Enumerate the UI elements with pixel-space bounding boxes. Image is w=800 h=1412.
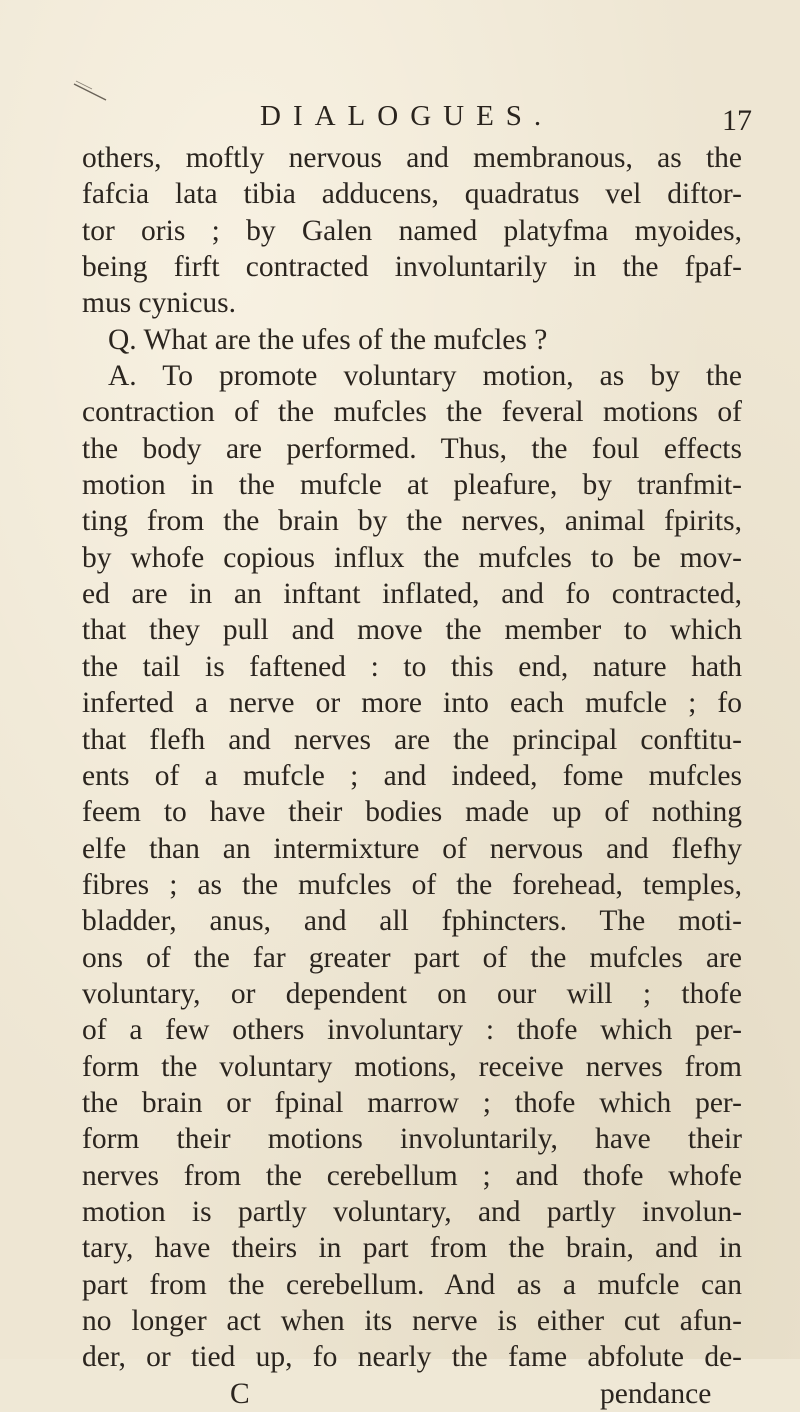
text-line: part from the cerebellum. And as a mufcle can	[82, 1268, 742, 1301]
text-line: inferted a nerve or more into each mufcle ; fo	[82, 687, 742, 720]
catchword: pendance	[600, 1377, 712, 1410]
text-line: the brain or fpinal marrow ; thofe which per-	[82, 1086, 742, 1119]
text-line: motion is partly voluntary, and partly involun-	[82, 1195, 742, 1228]
text-line: feem to have their bodies made up of nothing	[82, 796, 742, 829]
text-line: the tail is faftened : to this end, nature hath	[82, 650, 742, 683]
running-head	[0, 100, 800, 140]
text-line: mus cynicus.	[82, 287, 237, 320]
text-line: elfe than an intermixture of nervous and flefhy	[82, 832, 742, 865]
text-line: form their motions involuntarily, have their	[82, 1123, 742, 1156]
text-line: no longer act when its nerve is either cut afun-	[82, 1305, 742, 1337]
text-line: that they pull and move the member to which	[82, 614, 742, 647]
text-line: that flefh and nerves are the principal conftitu-	[82, 723, 742, 756]
body-text	[82, 140, 742, 1412]
text-line: nerves from the cerebellum ; and thofe whofe	[82, 1159, 742, 1192]
text-line: by whofe copious influx the mufcles to be mov-	[82, 541, 742, 574]
page-number: 17	[722, 104, 752, 137]
running-title: DIALOGUES.	[260, 100, 554, 132]
footer-line	[82, 1376, 742, 1412]
text-line: ed are in an inftant inflated, and fo contracted,	[82, 578, 742, 611]
text-line: der, or tied up, fo nearly the fame abfolute de-	[82, 1341, 742, 1374]
text-line: others, moftly nervous and membranous, as the	[82, 142, 742, 174]
signature-mark: C	[230, 1377, 250, 1410]
answer-line: A. To promote voluntary motion, as by the	[108, 360, 742, 393]
question-line: Q. What are the ufes of the mufcles ?	[108, 323, 548, 356]
text-line: bladder, anus, and all fphincters. The moti-	[82, 905, 742, 938]
text-line: of a few others involuntary : thofe which per-	[82, 1014, 742, 1047]
text-line: contraction of the mufcles the feveral motions of	[82, 396, 742, 429]
text-line: ting from the brain by the nerves, animal fpirits,	[82, 505, 742, 538]
text-line: voluntary, or dependent on our will ; thofe	[82, 977, 742, 1010]
text-line: ents of a mufcle ; and indeed, fome mufcles	[82, 759, 742, 792]
corner-pen-mark	[72, 78, 108, 102]
text-line: tary, have theirs in part from the brain, and in	[82, 1232, 742, 1265]
text-line: fafcia lata tibia adducens, quadratus vel diftor-	[82, 178, 742, 211]
text-line: ons of the far greater part of the mufcles are	[82, 941, 742, 974]
text-line: fibres ; as the mufcles of the forehead, temples,	[82, 868, 742, 901]
text-line: form the voluntary motions, receive nerves from	[82, 1050, 742, 1083]
text-line: being firft contracted involuntarily in the fpaf-	[82, 251, 742, 284]
text-line: the body are performed. Thus, the foul effects	[82, 432, 742, 465]
text-line: motion in the mufcle at pleafure, by tranfmit-	[82, 469, 742, 502]
text-line: tor oris ; by Galen named platyfma myoides,	[82, 214, 742, 247]
